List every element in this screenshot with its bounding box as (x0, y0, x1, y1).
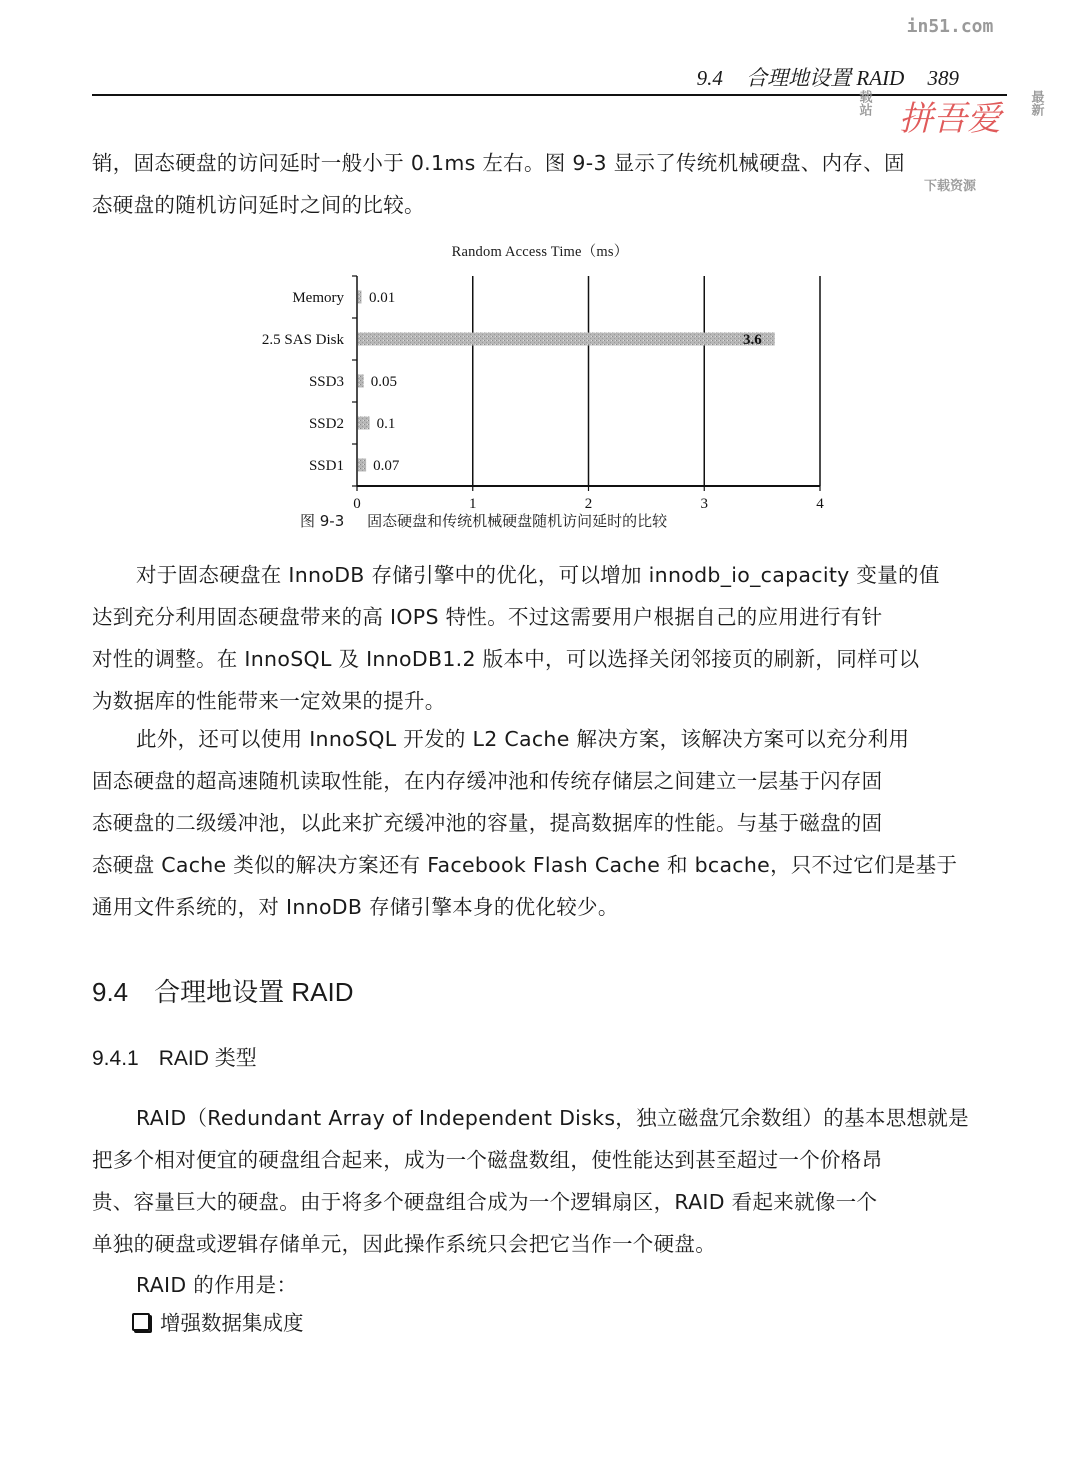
page-number: 389 (927, 66, 959, 90)
bar-ssd1 (358, 459, 366, 472)
bar-chart (0, 260, 1080, 540)
text-line: 为数据库的性能带来一定效果的提升。 (92, 689, 446, 713)
category-label: 2.5 SAS Disk (261, 332, 344, 348)
running-head-text (679, 62, 959, 92)
text-line: 通用文件系统的，对 InnoDB 存储引擎本身的优化较少。 (92, 895, 619, 919)
category-label: Memory (292, 290, 344, 306)
value-label: 0.01 (369, 290, 396, 306)
paragraph-raid-definition (92, 1097, 987, 1265)
text-line: 销，固态硬盘的访问延时一般小于 0.1ms 左右。图 9-3 显示了传统机械硬盘、内存、固 (92, 151, 905, 175)
watermark-left: 载站 (856, 90, 872, 116)
running-head-title: 合理地设置 RAID (746, 66, 905, 90)
x-tick-label: 2 (584, 496, 593, 512)
value-label: 0.1 (376, 416, 396, 432)
subsection-number: 9.4.1 (92, 1047, 139, 1070)
bullet-item (132, 1306, 304, 1336)
section-heading (92, 972, 354, 1009)
subsection-heading (92, 1042, 257, 1072)
watermark-main: 拼吾爱 (899, 99, 1001, 139)
running-head (92, 60, 1007, 96)
x-tick-label: 3 (700, 496, 708, 512)
x-tick-label: 4 (816, 496, 824, 512)
text-line: 固态硬盘的超高速随机读取性能，在内存缓冲池和传统存储层之间建立一层基于闪存固 (92, 769, 883, 793)
paragraph-intro (92, 142, 987, 226)
text-line: RAID 的作用是： (136, 1273, 298, 1297)
text-line: 把多个相对便宜的硬盘组合起来，成为一个磁盘数组，使性能达到甚至超过一个价格昂 (92, 1148, 883, 1172)
watermark-right: 最新 (1028, 90, 1044, 116)
text-line: 此外，还可以使用 InnoSQL 开发的 L2 Cache 解决方案，该解决方案可以充分利用 (136, 727, 910, 751)
running-head-section: 9.4 (696, 66, 723, 90)
category-label: SSD3 (308, 374, 344, 390)
text-line: 态硬盘的二级缓冲池，以此来扩充缓冲池的容量，提高数据库的性能。与基于磁盘的固 (92, 811, 883, 835)
text-line: 态硬盘 Cache 类似的解决方案还有 Facebook Flash Cache 和 bcache，只不过它们是基于 (92, 853, 958, 877)
bar-memory (358, 291, 362, 304)
bar-ssd2 (358, 417, 370, 430)
paragraph-innodb (92, 554, 987, 722)
x-tick-label: 1 (469, 496, 477, 512)
figure-caption-text: 固态硬盘和传统机械硬盘随机访问延时的比较 (367, 512, 668, 530)
text-line: 达到充分利用固态硬盘带来的高 IOPS 特性。不过这需要用户根据自己的应用进行有针 (92, 605, 883, 629)
subsection-title: RAID 类型 (158, 1047, 257, 1070)
checkbox-icon (132, 1313, 150, 1331)
text-line: 态硬盘的随机访问延时之间的比较。 (92, 193, 425, 217)
section-title: 合理地设置 RAID (154, 977, 354, 1007)
value-label: 0.07 (373, 458, 400, 474)
bullet-text: 增强数据集成度 (160, 1311, 304, 1335)
figure-caption (300, 510, 667, 531)
category-label: SSD1 (308, 458, 344, 474)
bar-2-5-sas-disk (358, 333, 775, 346)
text-line: 贵、容量巨大的硬盘。由于将多个硬盘组合成为一个逻辑扇区，RAID 看起来就像一个 (92, 1190, 878, 1214)
value-label: 3.6 (742, 332, 762, 348)
text-line: RAID（Redundant Array of Independent Disks，独立磁盘冗余数组）的基本思想就是 (136, 1106, 969, 1130)
x-tick-label: 0 (353, 496, 361, 512)
watermark-bottom: 下载资源 (923, 179, 977, 194)
paragraph-raid-role (92, 1264, 987, 1306)
watermark-url: in51.com (906, 16, 994, 37)
text-line: 单独的硬盘或逻辑存储单元，因此操作系统只会把它当作一个硬盘。 (92, 1232, 716, 1256)
paragraph-l2cache (92, 718, 987, 928)
value-label: 0.05 (370, 374, 398, 390)
text-line: 对于固态硬盘在 InnoDB 存储引擎中的优化，可以增加 innodb_io_capacity 变量的值 (136, 563, 940, 587)
figure-9-3 (0, 230, 1080, 540)
bar-ssd3 (358, 375, 364, 388)
figure-number: 图 9-3 (300, 512, 345, 530)
section-number: 9.4 (92, 977, 129, 1007)
category-label: SSD2 (308, 416, 344, 432)
text-line: 对性的调整。在 InnoSQL 及 InnoDB1.2 版本中，可以选择关闭邻接页的刷新，同样可以 (92, 647, 920, 671)
chart-title: Random Access Time（ms） (451, 244, 629, 260)
